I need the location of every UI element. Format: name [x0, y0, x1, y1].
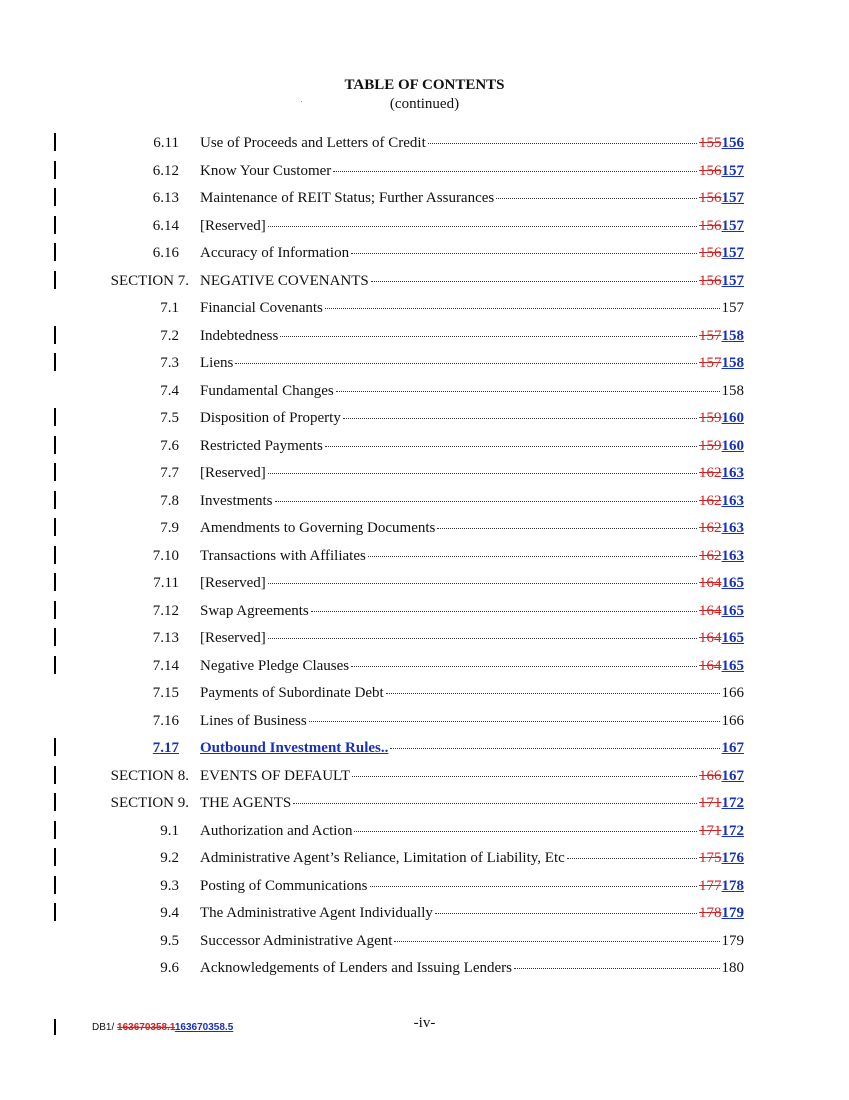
change-bar [54, 353, 56, 371]
change-bar [54, 436, 56, 454]
toc-entry-page [699, 354, 744, 372]
deleted-page-number: 156 [699, 162, 722, 179]
deleted-page-number: 157 [699, 327, 722, 344]
change-bar [54, 876, 56, 894]
toc-entry[interactable] [0, 709, 849, 737]
change-bar [54, 188, 56, 206]
toc-entry-page [699, 602, 744, 620]
dot-leader [354, 831, 697, 832]
toc-entry-number: 6.12 [152, 162, 179, 179]
inserted-page-number: 179 [721, 905, 744, 921]
toc-entry[interactable] [0, 736, 849, 764]
toc-entry-number: 7.12 [152, 602, 179, 619]
inserted-page-number: 165 [721, 657, 744, 674]
toc-entry-page [722, 959, 745, 977]
toc-entry-number: 9.1 [160, 822, 179, 839]
toc-entry-page [699, 519, 744, 537]
toc-entry-page [699, 327, 744, 345]
inserted-page-number: 157 [721, 190, 744, 206]
dot-leader [325, 446, 697, 447]
toc-entry-page [699, 849, 744, 867]
dot-leader [235, 363, 697, 364]
toc-entry-title: Authorization and Action [200, 822, 353, 839]
toc-entry-title: Fundamental Changes [200, 382, 334, 399]
toc-entry-line [200, 629, 744, 647]
toc-entry-title: Successor Administrative Agent [200, 932, 393, 949]
toc-entry[interactable] [0, 874, 849, 902]
toc-entry-line [200, 739, 744, 757]
inserted-page-number: 160 [721, 437, 744, 454]
toc-entry[interactable] [0, 159, 849, 187]
toc-entry-line [200, 574, 744, 592]
deleted-page-number: 157 [699, 355, 722, 371]
toc-entry[interactable] [0, 544, 849, 572]
toc-entry-page [699, 217, 744, 235]
dot-leader [394, 941, 719, 942]
page-number: 166 [721, 712, 744, 729]
toc-entry-title: THE AGENTS [200, 795, 292, 811]
toc-entry-line [200, 794, 744, 812]
toc-entry-title: [Reserved] [200, 575, 266, 591]
toc-entry-title: Restricted Payments [200, 437, 323, 454]
page-number: 158 [721, 382, 744, 399]
change-bar [54, 518, 56, 536]
toc-entry-page [699, 822, 744, 840]
toc-entry-line [200, 767, 744, 785]
change-bar [54, 546, 56, 564]
change-bar [54, 601, 56, 619]
inserted-page-number: 165 [721, 630, 744, 646]
toc-entry[interactable] [0, 901, 849, 929]
toc-entry-title: Transactions with Affiliates [200, 547, 366, 564]
toc-entry-title: Payments of Subordinate Debt [200, 685, 384, 701]
toc-entry[interactable] [0, 599, 849, 627]
change-bar [54, 216, 56, 234]
inserted-page-number: 172 [721, 822, 744, 839]
dot-leader [275, 501, 698, 502]
toc-entry-line [200, 327, 744, 345]
toc-entry[interactable] [0, 516, 849, 544]
toc-entry[interactable] [0, 819, 849, 847]
toc-entry[interactable] [0, 131, 849, 159]
toc-entry-page [722, 712, 745, 730]
dot-leader [437, 528, 697, 529]
toc-entry-number: 7.16 [152, 712, 179, 729]
change-bar [54, 491, 56, 509]
toc-entry-title: Disposition of Property [200, 410, 341, 426]
toc-entry[interactable] [0, 296, 849, 324]
page-title: TABLE OF CONTENTS [344, 77, 505, 93]
toc-entry-title: Know Your Customer [200, 162, 332, 179]
toc-entry-number: 6.14 [152, 217, 179, 234]
inserted-page-number: 163 [721, 520, 744, 536]
toc-entry[interactable] [0, 186, 849, 214]
deleted-page-number: 162 [699, 492, 722, 509]
deleted-page-number: 162 [699, 520, 722, 536]
deleted-page-number: 166 [699, 767, 722, 784]
dot-leader [435, 913, 697, 914]
dot-leader [370, 886, 697, 887]
toc-entry-page [722, 382, 745, 400]
toc-entry-line [200, 409, 744, 427]
dot-leader [343, 418, 697, 419]
toc-entry-number: 7.1 [160, 300, 179, 316]
inserted-page-number: 178 [721, 877, 744, 894]
toc-entry-title: NEGATIVE COVENANTS [200, 272, 369, 289]
deleted-page-number: 164 [699, 602, 722, 619]
inserted-page-number: 165 [721, 575, 744, 591]
dot-leader [386, 693, 720, 694]
toc-entry[interactable] [0, 461, 849, 489]
change-bar [54, 271, 56, 289]
dot-leader [268, 638, 697, 639]
toc-entry-number: 6.11 [153, 135, 179, 151]
toc-entry-page [699, 244, 744, 262]
toc-entry-line [200, 959, 744, 977]
doc-id-prefix: DB1/ [92, 1022, 115, 1033]
toc-entry-line [200, 299, 744, 317]
toc-entry-line [200, 877, 744, 895]
dot-leader [333, 171, 697, 172]
change-bar [54, 133, 56, 151]
toc-entry-title: Accuracy of Information [200, 245, 350, 261]
dot-leader [268, 226, 697, 227]
dot-leader [268, 583, 697, 584]
inserted-page-number: 160 [721, 410, 744, 426]
dot-leader [280, 336, 697, 337]
toc-entry-number: 9.6 [160, 960, 179, 976]
deleted-page-number: 155 [699, 135, 722, 151]
change-bar [54, 766, 56, 784]
toc-entry-title: Lines of Business [200, 712, 307, 729]
toc-entry-page [699, 794, 744, 812]
page-subtitle: (continued) [389, 96, 460, 112]
inserted-page-number: 157 [721, 162, 744, 179]
change-bar [54, 656, 56, 674]
deleted-page-number: 162 [699, 465, 722, 481]
toc-entry-page [699, 904, 744, 922]
toc-entry-line [200, 382, 744, 400]
change-bar [54, 161, 56, 179]
toc-entry[interactable] [0, 269, 849, 297]
page-number: 166 [721, 685, 744, 701]
toc-entry-number: 7.2 [160, 327, 179, 344]
deleted-page-number: 164 [699, 630, 722, 646]
toc-entry[interactable] [0, 764, 849, 792]
toc-entry-number: SECTION 9. [110, 795, 189, 811]
toc-entry-number: 7.7 [160, 465, 179, 481]
toc-entry-page [699, 437, 744, 455]
inserted-page-number: 176 [721, 850, 744, 866]
toc-entry-title: [Reserved] [200, 465, 266, 481]
deleted-page-number: 156 [699, 217, 722, 234]
toc-entry[interactable] [0, 929, 849, 957]
change-bar [54, 326, 56, 344]
deleted-page-number: 175 [699, 850, 722, 866]
toc-entry-number: SECTION 7. [110, 272, 189, 289]
change-bar [54, 848, 56, 866]
toc-entry-number: 7.14 [152, 657, 179, 674]
deleted-page-number: 162 [699, 547, 722, 564]
inserted-page-number: 158 [721, 327, 744, 344]
inserted-page-number: 157 [721, 272, 744, 289]
dot-leader [336, 391, 720, 392]
deleted-page-number: 156 [699, 245, 722, 261]
toc-entry-page [722, 932, 745, 950]
toc-entry-title: Outbound Investment Rules.. [200, 740, 389, 756]
toc-entry[interactable] [0, 489, 849, 517]
toc-entry[interactable] [0, 406, 849, 434]
toc-entry-number: 7.5 [160, 410, 179, 426]
toc-entry-page [699, 547, 744, 565]
toc-entry-page [699, 877, 744, 895]
scan-speck [301, 101, 302, 102]
toc-entry-title: The Administrative Agent Individually [200, 905, 433, 921]
dot-leader [311, 611, 697, 612]
inserted-page-number: 156 [721, 135, 744, 151]
toc-entry[interactable] [0, 379, 849, 407]
deleted-page-number: 159 [699, 410, 722, 426]
toc-entry-title: Acknowledgements of Lenders and Issuing Lenders [200, 960, 512, 976]
toc-entry-page [699, 464, 744, 482]
toc-entry-title: Indebtedness [200, 327, 279, 344]
toc-entry-page [699, 657, 744, 675]
deleted-page-number: 171 [699, 795, 722, 811]
change-bar [54, 628, 56, 646]
toc-entry-number: 7.3 [160, 355, 179, 371]
toc-entry[interactable] [0, 654, 849, 682]
toc-entry-title: Maintenance of REIT Status; Further Assurances [200, 190, 495, 206]
dot-leader [352, 776, 697, 777]
toc-entry-line [200, 437, 744, 455]
toc-entry-page [699, 272, 744, 290]
change-bar [54, 903, 56, 921]
toc-entry-number: 7.6 [160, 437, 179, 454]
toc-entry-number: 7.17 [152, 740, 179, 756]
toc-entry[interactable] [0, 434, 849, 462]
toc-entry-title: Posting of Communications [200, 877, 368, 894]
toc-entry-number: 7.13 [152, 630, 179, 646]
toc-entry-page [699, 492, 744, 510]
dot-leader [514, 968, 720, 969]
change-bar [54, 243, 56, 261]
toc-entry[interactable] [0, 241, 849, 269]
toc-entry-line [200, 684, 744, 702]
toc-entry[interactable] [0, 351, 849, 379]
toc-entry-title: [Reserved] [200, 217, 266, 234]
toc-entry-title: Swap Agreements [200, 602, 309, 619]
toc-entry-line [200, 492, 744, 510]
toc-entry-title: Use of Proceeds and Letters of Credit [200, 135, 426, 151]
toc-entry-number: 7.15 [152, 685, 179, 701]
inserted-page-number: 165 [721, 602, 744, 619]
change-bar [54, 738, 56, 756]
change-bar [54, 821, 56, 839]
inserted-page-number: 163 [721, 547, 744, 564]
dot-leader [428, 143, 697, 144]
footer-page-number: -iv- [413, 1015, 436, 1031]
deleted-page-number: 156 [699, 190, 722, 206]
toc-entry-title: Financial Covenants [200, 300, 323, 316]
deleted-page-number: 164 [699, 575, 722, 591]
toc-entry-number: 9.4 [160, 905, 179, 921]
toc-entry-page [699, 162, 744, 180]
toc-entry-page [722, 739, 745, 757]
toc-entry[interactable] [0, 791, 849, 819]
deleted-page-number: 159 [699, 437, 722, 454]
page-number: 157 [721, 300, 744, 316]
toc-entry-page [699, 409, 744, 427]
toc-entry[interactable] [0, 846, 849, 874]
toc-entry-line [200, 354, 744, 372]
toc-entry-title: Administrative Agent’s Reliance, Limitation of Liability, Etc [200, 850, 565, 866]
toc-entry-line [200, 134, 744, 152]
toc-entry-page [722, 684, 745, 702]
dot-leader [325, 308, 720, 309]
change-bar [54, 408, 56, 426]
change-bar [54, 1019, 56, 1035]
deleted-page-number: 164 [699, 657, 722, 674]
toc-entry-number: 6.13 [152, 190, 179, 206]
toc-entry-line [200, 189, 744, 207]
toc-entry-line [200, 849, 744, 867]
toc-entry-number: 7.10 [152, 547, 179, 564]
inserted-page-number: 163 [721, 465, 744, 481]
toc-entry-line [200, 932, 744, 950]
inserted-page-number: 157 [721, 245, 744, 261]
toc-entry-title: Investments [200, 492, 273, 509]
inserted-page-number: 157 [721, 217, 744, 234]
change-bar [54, 463, 56, 481]
dot-leader [567, 858, 697, 859]
dot-leader [351, 666, 697, 667]
toc-entry-page [699, 767, 744, 785]
toc-entry[interactable] [0, 324, 849, 352]
toc-entry-page [699, 134, 744, 152]
deleted-page-number: 171 [699, 822, 722, 839]
footer-doc-id [92, 1022, 233, 1034]
page-number: 179 [721, 932, 744, 949]
page-number: 180 [721, 960, 744, 976]
dot-leader [368, 556, 697, 557]
dot-leader [496, 198, 697, 199]
toc-entry-line [200, 519, 744, 537]
doc-id-old: 163670358.1 [117, 1022, 175, 1033]
toc-entry-title: EVENTS OF DEFAULT [200, 767, 351, 784]
dot-leader [309, 721, 720, 722]
toc-entry-title: Amendments to Governing Documents [200, 520, 436, 536]
inserted-page-number: 167 [721, 740, 744, 756]
toc-entry[interactable] [0, 214, 849, 242]
toc-entry-number: 7.11 [153, 575, 179, 591]
toc-entry-page [722, 299, 745, 317]
inserted-page-number: 158 [721, 355, 744, 371]
toc-entry-number: 7.9 [160, 520, 179, 536]
toc-entry-number: SECTION 8. [110, 767, 189, 784]
toc-entry-number: 7.8 [160, 492, 179, 509]
dot-leader [268, 473, 697, 474]
toc-entry-line [200, 602, 744, 620]
deleted-page-number: 177 [699, 877, 722, 894]
toc-entry-line [200, 904, 744, 922]
change-bar [54, 793, 56, 811]
toc-entry[interactable] [0, 571, 849, 599]
toc-entry-number: 9.2 [160, 850, 179, 866]
toc-entry-line [200, 217, 744, 235]
inserted-page-number: 167 [721, 767, 744, 784]
dot-leader [371, 281, 697, 282]
toc-entry[interactable] [0, 681, 849, 709]
toc-entry-number: 9.3 [160, 877, 179, 894]
toc-entry-number: 7.4 [160, 382, 179, 399]
toc-entry-page [699, 574, 744, 592]
toc-entry[interactable] [0, 956, 849, 984]
toc-entry-line [200, 712, 744, 730]
dot-leader [390, 748, 719, 749]
toc-entry-page [699, 629, 744, 647]
dot-leader [293, 803, 697, 804]
toc-entry-title: [Reserved] [200, 630, 266, 646]
change-bar [54, 573, 56, 591]
dot-leader [351, 253, 697, 254]
toc-entry-line [200, 822, 744, 840]
toc-entry-line [200, 244, 744, 262]
toc-entry-title: Liens [200, 355, 234, 371]
toc-entry-number: 6.16 [152, 245, 179, 261]
doc-id-new: 163670358.5 [174, 1022, 234, 1033]
toc-entry-number: 9.5 [160, 932, 179, 949]
toc-entry-line [200, 547, 744, 565]
deleted-page-number: 178 [699, 905, 722, 921]
toc-entry-line [200, 272, 744, 290]
deleted-page-number: 156 [699, 272, 722, 289]
toc-entry-line [200, 657, 744, 675]
inserted-page-number: 163 [721, 492, 744, 509]
toc-entry-page [699, 189, 744, 207]
toc-list [0, 131, 849, 984]
inserted-page-number: 172 [721, 795, 744, 811]
toc-entry-line [200, 464, 744, 482]
toc-entry[interactable] [0, 626, 849, 654]
toc-entry-title: Negative Pledge Clauses [200, 657, 350, 674]
toc-entry-line [200, 162, 744, 180]
